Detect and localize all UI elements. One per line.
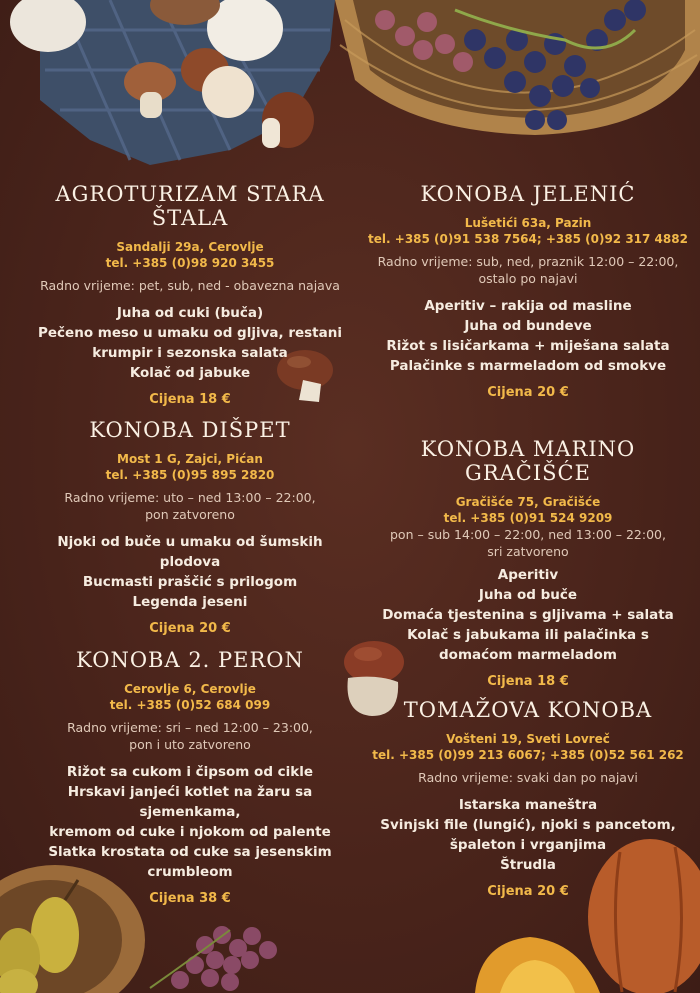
dish-item: Štrudla xyxy=(500,857,556,873)
menu-dishes xyxy=(20,762,360,882)
restaurant-phone: tel. +385 (0)91 538 7564; +385 (0)92 317 4882 xyxy=(368,232,688,246)
restaurant-name: AGROTURIZAM STARA ŠTALA xyxy=(55,182,325,230)
menu-price: Cijena 18 € xyxy=(487,674,569,689)
menu-dishes xyxy=(363,795,693,875)
dish-item: špaleton i vrganjima xyxy=(449,837,607,853)
dish-item: Kolač od jabuke xyxy=(129,365,251,381)
menu-price: Cijena 38 € xyxy=(149,891,231,906)
dish-item: Pečeno meso u umaku od gljiva, restani xyxy=(38,325,342,341)
restaurant-card-tomazova xyxy=(363,698,693,899)
menu-price: Cijena 18 € xyxy=(149,392,231,407)
dish-item: Aperitiv – rakija od masline xyxy=(424,298,632,314)
menu-price: Cijena 20 € xyxy=(487,385,569,400)
menu-dishes xyxy=(30,532,350,612)
dish-item: Kolač s jabukama ili palačinka s xyxy=(407,627,649,643)
dish-item: Legenda jeseni xyxy=(132,594,248,610)
opening-hours-note: pon i uto zatvoreno xyxy=(129,737,251,752)
dish-item: Rižot s lisičarkama + miješana salata xyxy=(386,338,670,354)
menu-price: Cijena 20 € xyxy=(149,621,231,636)
menu-dishes xyxy=(363,565,693,665)
restaurant-name: KONOBA JELENIĆ xyxy=(420,182,636,206)
restaurant-name: KONOBA DIŠPET xyxy=(89,418,291,442)
restaurant-address: Cerovlje 6, Cerovlje xyxy=(124,682,256,696)
mushrooms-cloth-image xyxy=(0,0,350,165)
dish-item: Bucmasti praščić s prilogom xyxy=(82,574,298,590)
restaurant-card-2-peron xyxy=(20,648,360,906)
grapes-basket-image xyxy=(335,0,700,140)
menu-dishes xyxy=(363,296,693,376)
restaurant-address: Sandalji 29a, Cerovlje xyxy=(116,240,264,254)
restaurant-phone: tel. +385 (0)52 684 099 xyxy=(109,698,271,712)
dish-item: Juha od bundeve xyxy=(464,318,592,334)
opening-hours-note: ostalo po najavi xyxy=(478,271,578,286)
restaurant-address: Gračišće 75, Gračišće xyxy=(455,495,601,509)
restaurant-phone: tel. +385 (0)99 213 6067; +385 (0)52 561 262 xyxy=(372,748,684,762)
dish-item: Istarska maneštra xyxy=(458,797,598,813)
restaurant-address: Vošteni 19, Sveti Lovreč xyxy=(446,732,610,746)
opening-hours: Radno vrijeme: sri – ned 12:00 – 23:00, xyxy=(67,720,313,735)
restaurant-address: Most 1 G, Zajci, Pićan xyxy=(117,452,263,466)
opening-hours: Radno vrijeme: uto – ned 13:00 – 22:00, xyxy=(64,490,316,505)
dish-item: Aperitiv xyxy=(497,567,559,583)
restaurant-card-dispet xyxy=(30,418,350,636)
dish-item: Domaća tjestenina s gljivama + salata xyxy=(382,607,674,623)
restaurant-phone: tel. +385 (0)91 524 9209 xyxy=(443,511,613,525)
restaurant-name: KONOBA 2. PERON xyxy=(76,648,304,672)
dish-item: Juha od buče xyxy=(478,587,578,603)
restaurant-name: TOMAŽOVA KONOBA xyxy=(403,698,653,722)
menu-price: Cijena 20 € xyxy=(487,884,569,899)
opening-hours-note: pon zatvoreno xyxy=(145,507,235,522)
restaurant-name: KONOBA MARINO GRAČIŠĆE xyxy=(420,437,636,485)
menu-dishes xyxy=(30,303,350,383)
opening-hours: Radno vrijeme: svaki dan po najavi xyxy=(418,770,638,785)
dish-item: Palačinke s marmeladom od smokve xyxy=(389,358,667,374)
opening-hours: pon – sub 14:00 – 22:00, ned 13:00 – 22:00, xyxy=(390,527,666,542)
opening-hours-note: sri zatvoreno xyxy=(487,544,569,559)
opening-hours: Radno vrijeme: pet, sub, ned - obavezna najava xyxy=(40,278,340,293)
opening-hours: Radno vrijeme: sub, ned, praznik 12:00 – 22:00, xyxy=(377,254,679,269)
dish-item: Svinjski file (lungić), njoki s pancetom, xyxy=(380,817,676,833)
restaurant-card-stara-stala xyxy=(30,182,350,407)
restaurant-card-marino xyxy=(363,437,693,689)
dish-item: Juha od cuki (buča) xyxy=(116,305,264,321)
dish-item: domaćom marmeladom xyxy=(439,647,617,663)
dish-item: Njoki od buče u umaku od šumskih plodova xyxy=(57,534,323,570)
dish-item: Hrskavi janjeći kotlet na žaru sa sjemenkama, xyxy=(67,784,313,820)
restaurant-card-jelenic xyxy=(363,182,693,400)
dish-item: Slatka krostata od cuke sa jesenskim xyxy=(48,844,332,860)
dish-item: krumpir i sezonska salata xyxy=(92,345,288,361)
dish-item: Rižot sa cukom i čipsom od cikle xyxy=(66,764,314,780)
dish-item: kremom od cuke i njokom od palente xyxy=(49,824,331,840)
restaurant-phone: tel. +385 (0)98 920 3455 xyxy=(105,256,275,270)
restaurant-address: Lušetići 63a, Pazin xyxy=(464,216,592,230)
restaurant-phone: tel. +385 (0)95 895 2820 xyxy=(105,468,275,482)
dish-item: crumbleom xyxy=(147,864,233,880)
